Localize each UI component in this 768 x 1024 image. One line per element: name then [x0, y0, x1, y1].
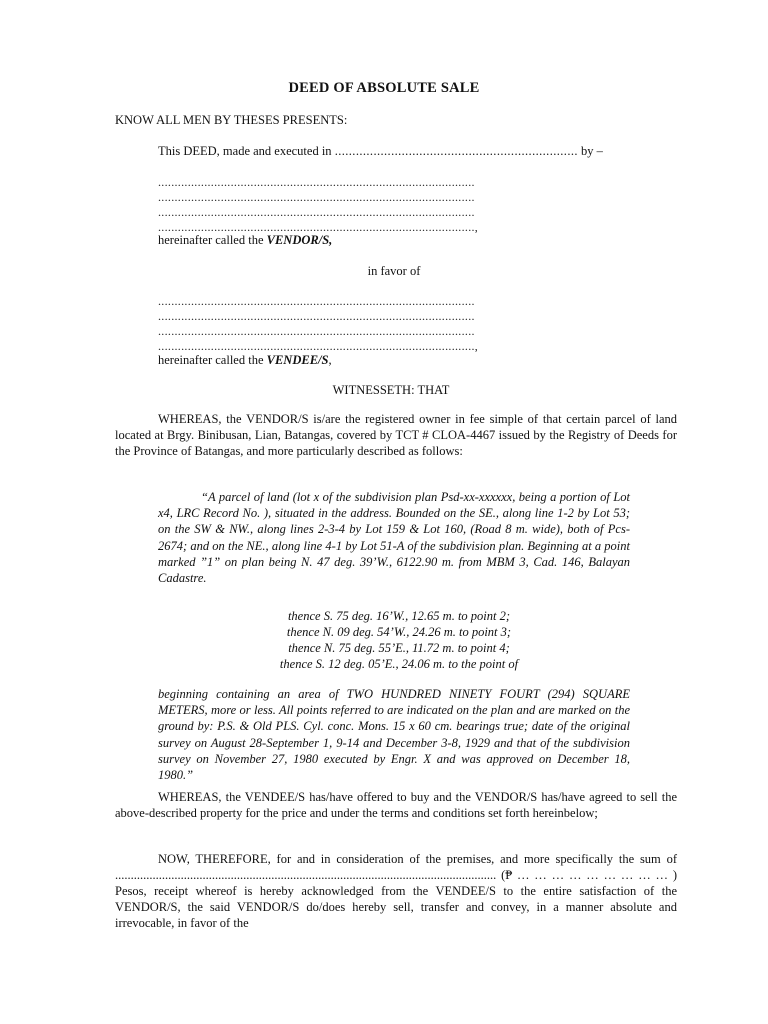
opening-line: KNOW ALL MEN BY THESES PRESENTS:: [115, 113, 348, 127]
vendee-line-4: ................................................................................................,: [158, 339, 479, 353]
deed-line: [158, 144, 603, 159]
vendor-label-prefix: hereinafter called the: [158, 233, 264, 247]
vendee-line-3: ................................................................................................: [158, 324, 475, 338]
thence-line-4: thence S. 12 deg. 05’E., 24.06 m. to the point of: [279, 657, 519, 671]
vendor-line-3: ................................................................................................: [158, 205, 475, 219]
deed-line-dots: .....................................................................: [334, 144, 578, 158]
vendee-label: [158, 353, 332, 368]
vendee-line-2: ................................................................................................: [158, 309, 475, 323]
now-therefore-paragraph: NOW, THEREFORE, for and in consideration of the premises, and more specifically the sum of .......................................................................................................................... (₱ … … … … … … … … … ) Pesos, receipt whereof is hereby acknowledged from the VENDEE/S to the entire satisfaction of the VENDOR/S, the said VENDOR/S do/does hereby sell, transfer and convey, in a manner absolute and irrevocable, in favor of the: [115, 852, 677, 931]
document-title: DEED OF ABSOLUTE SALE: [288, 80, 480, 96]
vendee-label-suffix: ,: [328, 353, 332, 367]
vendor-line-2: ................................................................................................: [158, 190, 475, 204]
witnesseth-heading: WITNESSETH: THAT: [332, 383, 450, 397]
thence-line-2: thence N. 09 deg. 54’W., 24.26 m. to point 3;: [286, 625, 512, 639]
vendee-line-1: ................................................................................................: [158, 294, 475, 308]
vendee-label-prefix: hereinafter called the: [158, 353, 264, 367]
in-favor-of: in favor of: [367, 264, 421, 278]
vendor-line-1: ................................................................................................: [158, 175, 475, 189]
whereas-paragraph-1: WHEREAS, the VENDOR/S is/are the registered owner in fee simple of that certain parcel of land located at Brgy. Binibusan, Lian, Batangas, covered by TCT # CLOA-4467 issued by the Registry of Deeds for the Province of Batangas, and more particularly described as follows:: [115, 412, 677, 459]
vendor-line-4: ................................................................................................,: [158, 220, 479, 234]
property-description: “A parcel of land (lot x of the subdivision plan Psd-xx-xxxxxx, being a portion of Lot x4, LRC Record No. ), situated in the address. Bounded on the SE., along line 1-2 by Lot 53; on the SW & NW., along lines 2-3-4 by Lot 159 & Lot 160, (Road 8 m. wide), both of Pcs-2674; and on the NE., along line 4-1 by Lot 51-A of the subdivision plan. Beginning at a point marked ”1” on plan being N. 47 deg. 39’W., 6122.90 m. from MBM 3, Cad. 146, Balayan Cadastre.: [158, 490, 630, 586]
property-description-continued: beginning containing an area of TWO HUNDRED NINETY FOURT (294) SQUARE METERS, more or less. All points referred to are indicated on the plan and are marked on the ground by: P.S. & Old PLS. Cyl. conc. Mons. 15 x 60 cm. bearings true; date of the original survey on August 28-September 1, 9-14 and December 3-8, 1929 and that of the subdivision survey on November 27, 1980 executed by Engr. X and was approved on December 18, 1980.”: [158, 687, 630, 783]
vendor-role: VENDOR/S,: [266, 233, 333, 247]
deed-line-by: by –: [581, 144, 603, 158]
thence-line-1: thence S. 75 deg. 16’W., 12.65 m. to point 2;: [287, 609, 511, 623]
vendee-role: VENDEE/S: [266, 353, 329, 367]
thence-line-3: thence N. 75 deg. 55’E., 11.72 m. to point 4;: [288, 641, 510, 655]
whereas-paragraph-2: WHEREAS, the VENDEE/S has/have offered to buy and the VENDOR/S has/have agreed to sell the above-described property for the price and under the terms and conditions set forth hereinbelow;: [115, 790, 677, 821]
deed-line-text: This DEED, made and executed in: [158, 144, 332, 158]
vendor-label: [158, 233, 332, 248]
